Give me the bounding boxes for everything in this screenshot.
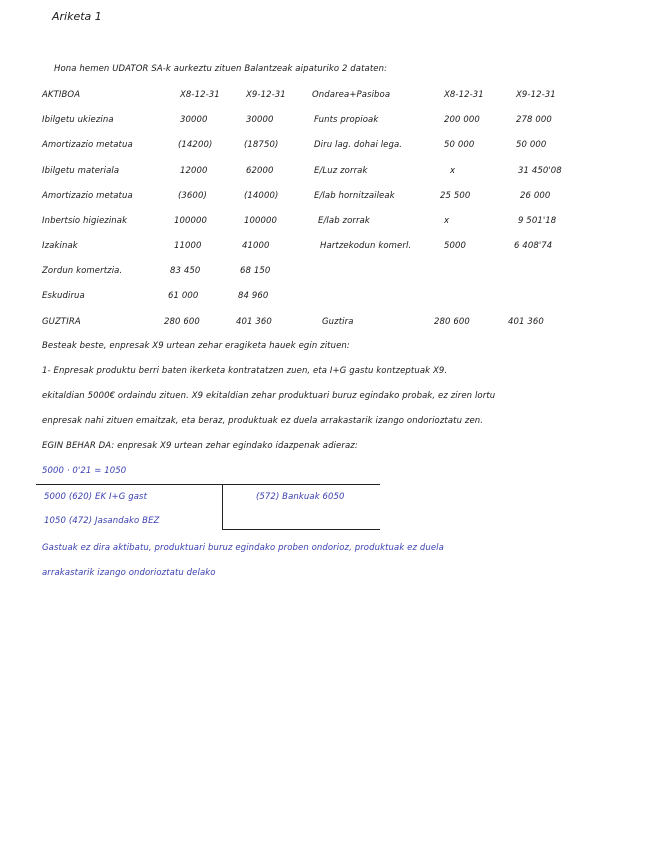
- asset-value-1: 100000: [174, 216, 208, 226]
- header-ondarea: Ondarea+Pasiboa: [312, 90, 391, 100]
- liab-value-1: 25 500: [440, 191, 471, 201]
- asset-value-2: 30000: [246, 115, 274, 125]
- asset-value-2: 41000: [242, 241, 270, 251]
- task-text: EGIN BEHAR DA: enpresak X9 urtean zehar egindako idazpenak adieraz:: [42, 441, 358, 451]
- header-aktiboa: AKTIBOA: [42, 90, 81, 100]
- asset-label: Izakinak: [42, 241, 78, 251]
- liab-value-2: 50 000: [516, 140, 547, 150]
- total-liab-value-1: 280 600: [434, 317, 470, 327]
- question-line-1: 1- Enpresak produktu berri baten ikerketa kontratatzen zuen, eta I+G gastu kontzeptuak X9.: [42, 366, 448, 376]
- asset-label: Ibilgetu ukiezina: [42, 115, 114, 125]
- liab-value-2: 278 000: [516, 115, 552, 125]
- question-line-3: enpresak nahi zituen emaitzak, eta beraz, produktuak ez duela arrakastarik izango ondorioztatu zen.: [42, 416, 484, 426]
- asset-value-2: 62000: [246, 166, 274, 176]
- calculation: 5000 · 0'21 = 1050: [42, 466, 127, 476]
- liab-value-2: 6 408'74: [514, 241, 553, 251]
- asset-label: Eskudirua: [42, 291, 85, 301]
- total-assets-value-2: 401 360: [236, 317, 272, 327]
- intro-text: Hona hemen UDATOR SA-k aurkeztu zituen Balantzeak aipaturiko 2 dataten:: [54, 64, 388, 74]
- entry-divider: [222, 484, 223, 530]
- asset-value-2: (14000): [244, 191, 279, 201]
- asset-value-1: 11000: [174, 241, 202, 251]
- liab-value-2: 26 000: [520, 191, 551, 201]
- asset-label: Zordun komertzia.: [42, 266, 123, 276]
- asset-value-1: 61 000: [168, 291, 199, 301]
- liab-label: E/Luz zorrak: [314, 166, 368, 176]
- asset-label: Amortizazio metatua: [42, 140, 133, 150]
- total-liab-label: Guztira: [322, 317, 354, 327]
- header-liab-date1: X8-12-31: [444, 90, 484, 100]
- asset-value-1: 30000: [180, 115, 208, 125]
- entry-bottom-rule: [222, 529, 380, 530]
- liab-value-1: x: [444, 216, 450, 226]
- entry-top-rule: [36, 484, 380, 485]
- asset-value-2: 100000: [244, 216, 278, 226]
- question-line-2: ekitaldian 5000€ ordaindu zituen. X9 ekitaldian zehar produktuari buruz egindako probak, ez ziren lortu: [42, 391, 496, 401]
- asset-value-2: 68 150: [240, 266, 271, 276]
- asset-label: Amortizazio metatua: [42, 191, 133, 201]
- header-asset-date2: X9-12-31: [246, 90, 286, 100]
- liab-value-1: 50 000: [444, 140, 475, 150]
- total-liab-value-2: 401 360: [508, 317, 544, 327]
- liab-value-1: 5000: [444, 241, 467, 251]
- liab-label: Diru lag. dohai lega.: [314, 140, 403, 150]
- asset-value-1: 12000: [180, 166, 208, 176]
- asset-label: Inbertsio higiezinak: [42, 216, 128, 226]
- header-liab-date2: X9-12-31: [516, 90, 556, 100]
- asset-value-1: 83 450: [170, 266, 201, 276]
- asset-value-2: (18750): [244, 140, 279, 150]
- liab-label: Funts propioak: [314, 115, 379, 125]
- question-intro: Besteak beste, enpresak X9 urtean zehar eragiketa hauek egin zituen:: [42, 341, 350, 351]
- conclusion-line-2: arrakastarik izango ondorioztatu delako: [42, 568, 216, 578]
- liab-value-2: 9 501'18: [518, 216, 557, 226]
- entry-debit-2: 1050 (472) Jasandako BEZ: [44, 516, 160, 526]
- liab-label: E/lab hornitzaileak: [314, 191, 395, 201]
- liab-value-1: x: [450, 166, 456, 176]
- header-asset-date1: X8-12-31: [180, 90, 220, 100]
- asset-value-1: (14200): [178, 140, 213, 150]
- liab-label: E/lab zorrak: [318, 216, 370, 226]
- conclusion-line-1: Gastuak ez dira aktibatu, produktuari buruz egindako proben ondorioz, produktuak ez duela: [42, 543, 444, 553]
- liab-value-2: 31 450'08: [518, 166, 562, 176]
- asset-value-1: (3600): [178, 191, 207, 201]
- liab-label: Hartzekodun komerl.: [320, 241, 412, 251]
- asset-label: Ibilgetu materiala: [42, 166, 120, 176]
- exercise-title: Ariketa 1: [52, 10, 102, 23]
- total-assets-value-1: 280 600: [164, 317, 200, 327]
- entry-credit-1: (572) Bankuak 6050: [256, 492, 345, 502]
- liab-value-1: 200 000: [444, 115, 480, 125]
- entry-debit-1: 5000 (620) EK I+G gast: [44, 492, 148, 502]
- asset-value-2: 84 960: [238, 291, 269, 301]
- total-assets-label: GUZTIRA: [42, 317, 81, 327]
